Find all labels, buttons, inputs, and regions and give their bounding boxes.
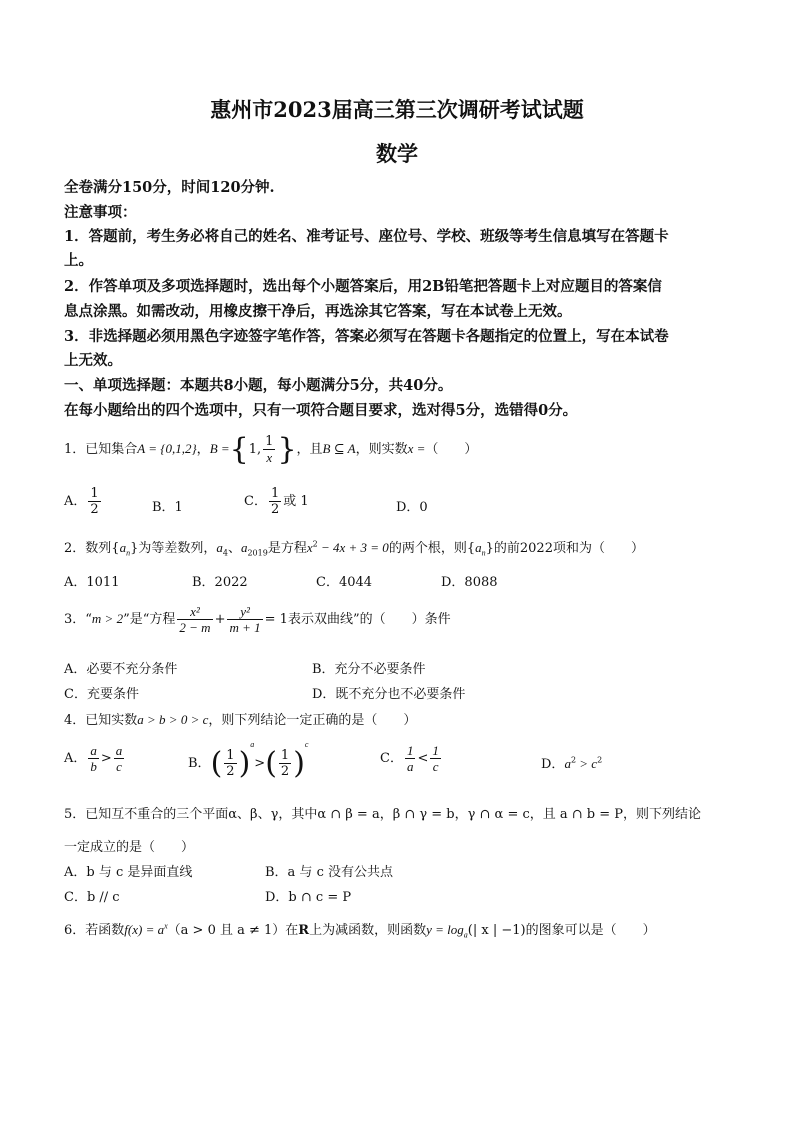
q3-fraction-1 <box>177 604 212 635</box>
option-label: A． <box>64 751 87 766</box>
paren-right: ) <box>238 746 251 781</box>
frac-den: m + 1 <box>229 620 261 635</box>
q1-set-b-one: 1, <box>248 442 262 457</box>
exp: 2 <box>597 755 603 765</box>
option-fraction <box>405 743 416 774</box>
paren-left: ( <box>210 746 223 781</box>
option-label: A． <box>64 494 87 509</box>
frac-num: 1 <box>280 748 290 763</box>
q6-log-base: a <box>463 930 468 940</box>
q2-term-sub: 4 <box>222 548 228 558</box>
option-label: D． <box>541 757 565 772</box>
q2-brace-left: { <box>466 541 476 556</box>
q4-option-a <box>64 743 126 774</box>
question-4 <box>64 709 416 728</box>
question-6 <box>64 919 656 940</box>
note-line: 上无效。 <box>64 352 122 369</box>
q3-option-a: A．必要不充分条件 <box>64 662 178 677</box>
q2-brace-left: { <box>111 541 120 556</box>
q1-text: ， <box>196 442 210 457</box>
question-5-line-1: 5．已知互不重合的三个平面α、β、γ，其中α ∩ β = a，β ∩ γ = b，γ ∩ α = c，且 a ∩ b = P，则下列结论 <box>64 807 702 822</box>
q2-seq-sub: n <box>126 548 131 558</box>
q1-brace-left: { <box>229 432 249 467</box>
q2-text: 为等差数列， <box>138 541 217 556</box>
option-op: > <box>100 751 112 766</box>
q5-option-d: D．b ∩ c = P <box>265 890 352 905</box>
q2-seq-sub: n <box>481 548 486 558</box>
frac-den: 2 − m <box>179 620 211 635</box>
q6-text: 的图象可以是（ ） <box>525 923 656 938</box>
q1-frac-num: 1 <box>265 434 274 449</box>
option-fraction <box>114 743 125 774</box>
frac-den: a <box>406 759 414 774</box>
q1-text: ，则实数 <box>355 442 408 457</box>
frac-num: x² <box>177 604 212 620</box>
frac-num: a <box>115 743 123 758</box>
frac-den: 2 <box>270 502 280 517</box>
q1-text: （ ） <box>425 442 478 457</box>
frac-den: 2 <box>90 502 99 517</box>
q6-text: 上为减函数，则函数 <box>309 923 427 938</box>
option-fraction <box>88 486 100 517</box>
frac-den: c <box>116 759 122 774</box>
q3-option-b: B．充分不必要条件 <box>312 662 426 677</box>
option-expr: a <box>564 756 571 771</box>
option-label: C． <box>380 751 403 766</box>
q5-option-c: C．b // c <box>64 890 120 905</box>
q3-text: 3．“ <box>64 612 92 627</box>
q2-seq: a <box>119 540 127 555</box>
q1-frac-den: x <box>266 450 273 465</box>
q1-option-c <box>244 486 309 517</box>
section-heading: 一、单项选择题：本题共8小题，每小题满分5分，共40分。 <box>64 377 453 394</box>
q3-option-d: D．既不充分也不必要条件 <box>312 687 466 702</box>
q2-term: a <box>240 540 248 555</box>
exp: c <box>304 740 309 749</box>
option-label: C． <box>244 494 267 509</box>
frac-num: 1 <box>432 743 439 758</box>
option-expr: > c <box>576 756 598 771</box>
q2-brace-right: } <box>485 541 494 556</box>
q2-option-a: A．1011 <box>64 575 120 590</box>
q2-option-d: D．8088 <box>441 575 498 590</box>
exp: 2 <box>570 755 577 765</box>
q1-set-b-lhs: B = <box>209 441 230 456</box>
q5-option-a: A．b 与 c 是异面直线 <box>64 865 193 880</box>
q3-option-c: C．充要条件 <box>64 687 139 702</box>
q2-text: 是方程 <box>267 541 307 556</box>
frac-num: a <box>90 743 97 758</box>
paren-right: ) <box>293 746 305 781</box>
q1-condition: B ⊆ A <box>322 441 356 456</box>
exam-info: 全卷满分150分，时间120分钟. <box>64 179 275 196</box>
q3-equals: = 1 <box>264 612 288 627</box>
q6-function: f(x) = a <box>124 922 165 937</box>
option-op: < <box>417 751 429 766</box>
q1-text: 1．已知集合 <box>64 442 138 457</box>
q1-option-d: D．0 <box>396 500 428 515</box>
frac-num: 1 <box>90 486 99 501</box>
option-fraction <box>430 743 441 774</box>
option-label: B． <box>188 756 211 771</box>
q1-brace-right: } <box>277 432 297 467</box>
q6-exp: x <box>164 921 168 931</box>
q4-option-d <box>541 753 602 772</box>
q2-term-sub: 2019 <box>247 548 268 558</box>
note-line: 上。 <box>64 252 93 269</box>
q2-term: a <box>216 540 223 555</box>
q4-condition: a > b > 0 > c <box>137 712 209 727</box>
q3-fraction-2 <box>227 604 262 635</box>
q2-text: 的前2022项和为（ ） <box>493 541 644 556</box>
q1-set-a: A = {0,1,2} <box>137 441 197 456</box>
frac-num: 1 <box>406 743 414 758</box>
option-fraction <box>269 486 281 517</box>
q4-text: ，则下列结论一定正确的是（ ） <box>208 713 417 728</box>
question-5-line-2: 一定成立的是（ ） <box>64 840 195 855</box>
q5-option-b: B．a 与 c 没有公共点 <box>265 865 393 880</box>
option-fraction <box>279 748 291 779</box>
q1-text: ，且 <box>296 442 323 457</box>
q2-eq-rest: − 4x + 3 = 0 <box>317 540 389 555</box>
q6-text: 6．若函数 <box>64 923 125 938</box>
q2-brace-right: } <box>130 541 139 556</box>
exam-title: 惠州市2023届高三第三次调研考试试题 <box>210 97 584 122</box>
frac-num: y² <box>227 604 262 620</box>
subject-title: 数学 <box>376 141 418 166</box>
frac-den: 2 <box>226 764 235 779</box>
frac-den: b <box>90 759 97 774</box>
frac-num: 1 <box>226 748 235 763</box>
q6-reals: R <box>298 923 310 938</box>
q4-option-c <box>380 743 443 774</box>
option-op: > <box>254 756 266 771</box>
q1-option-b: B．1 <box>152 500 183 515</box>
q2-eq-x: x <box>306 540 313 555</box>
q4-option-b <box>188 740 308 781</box>
q2-text: 的两个根，则 <box>388 541 467 556</box>
frac-den: 2 <box>280 764 290 779</box>
question-2 <box>64 537 644 558</box>
option-fraction <box>88 743 99 774</box>
q1-fraction <box>263 434 275 465</box>
option-tail: 或 1 <box>283 494 309 509</box>
frac-num: 1 <box>270 486 280 501</box>
q1-option-a <box>64 486 103 517</box>
q3-text: 表示双曲线”的（ ）条件 <box>287 612 451 627</box>
q3-plus: + <box>214 612 226 627</box>
q1-variable: x = <box>407 441 426 456</box>
option-fraction <box>224 748 236 779</box>
q6-text: （a > 0 且 a ≠ 1）在 <box>167 923 299 938</box>
q2-option-c: C．4044 <box>316 575 373 590</box>
note-line: 2．作答单项及多项选择题时，选出每个小题答案后，用2B铅笔把答题卡上对应题目的答案信 <box>64 278 662 295</box>
q2-seq: a <box>475 540 482 555</box>
q2-sep: 、 <box>227 541 241 556</box>
note-line: 3．非选择题必须用黑色字迹签字笔作答，答案必须写在答题卡各题指定的位置上，写在本试卷 <box>64 328 669 345</box>
q6-log-arg: (| x | −1) <box>467 923 526 938</box>
q3-text: ”是“方程 <box>123 612 176 627</box>
q2-text: 2．数列 <box>64 541 112 556</box>
note-line: 1．答题前，考生务必将自己的姓名、准考证号、座位号、学校、班级等考生信息填写在答题卡 <box>64 228 669 245</box>
q3-condition: m > 2 <box>91 611 124 626</box>
q2-option-b: B．2022 <box>192 575 248 590</box>
exp: a <box>250 740 255 749</box>
question-1 <box>64 432 477 467</box>
q6-log: y = log <box>426 922 464 937</box>
q4-text: 4．已知实数 <box>64 713 138 728</box>
question-3 <box>64 604 451 635</box>
section-rule: 在每小题给出的四个选项中，只有一项符合题目要求，选对得5分，选错得0分。 <box>64 402 578 419</box>
q2-eq-exp: 2 <box>312 539 318 549</box>
note-line: 息点涂黑。如需改动，用橡皮擦干净后，再选涂其它答案，写在本试卷上无效。 <box>64 303 572 320</box>
frac-den: c <box>432 759 439 774</box>
paren-left: ( <box>265 746 277 781</box>
notes-heading: 注意事项： <box>64 204 137 221</box>
